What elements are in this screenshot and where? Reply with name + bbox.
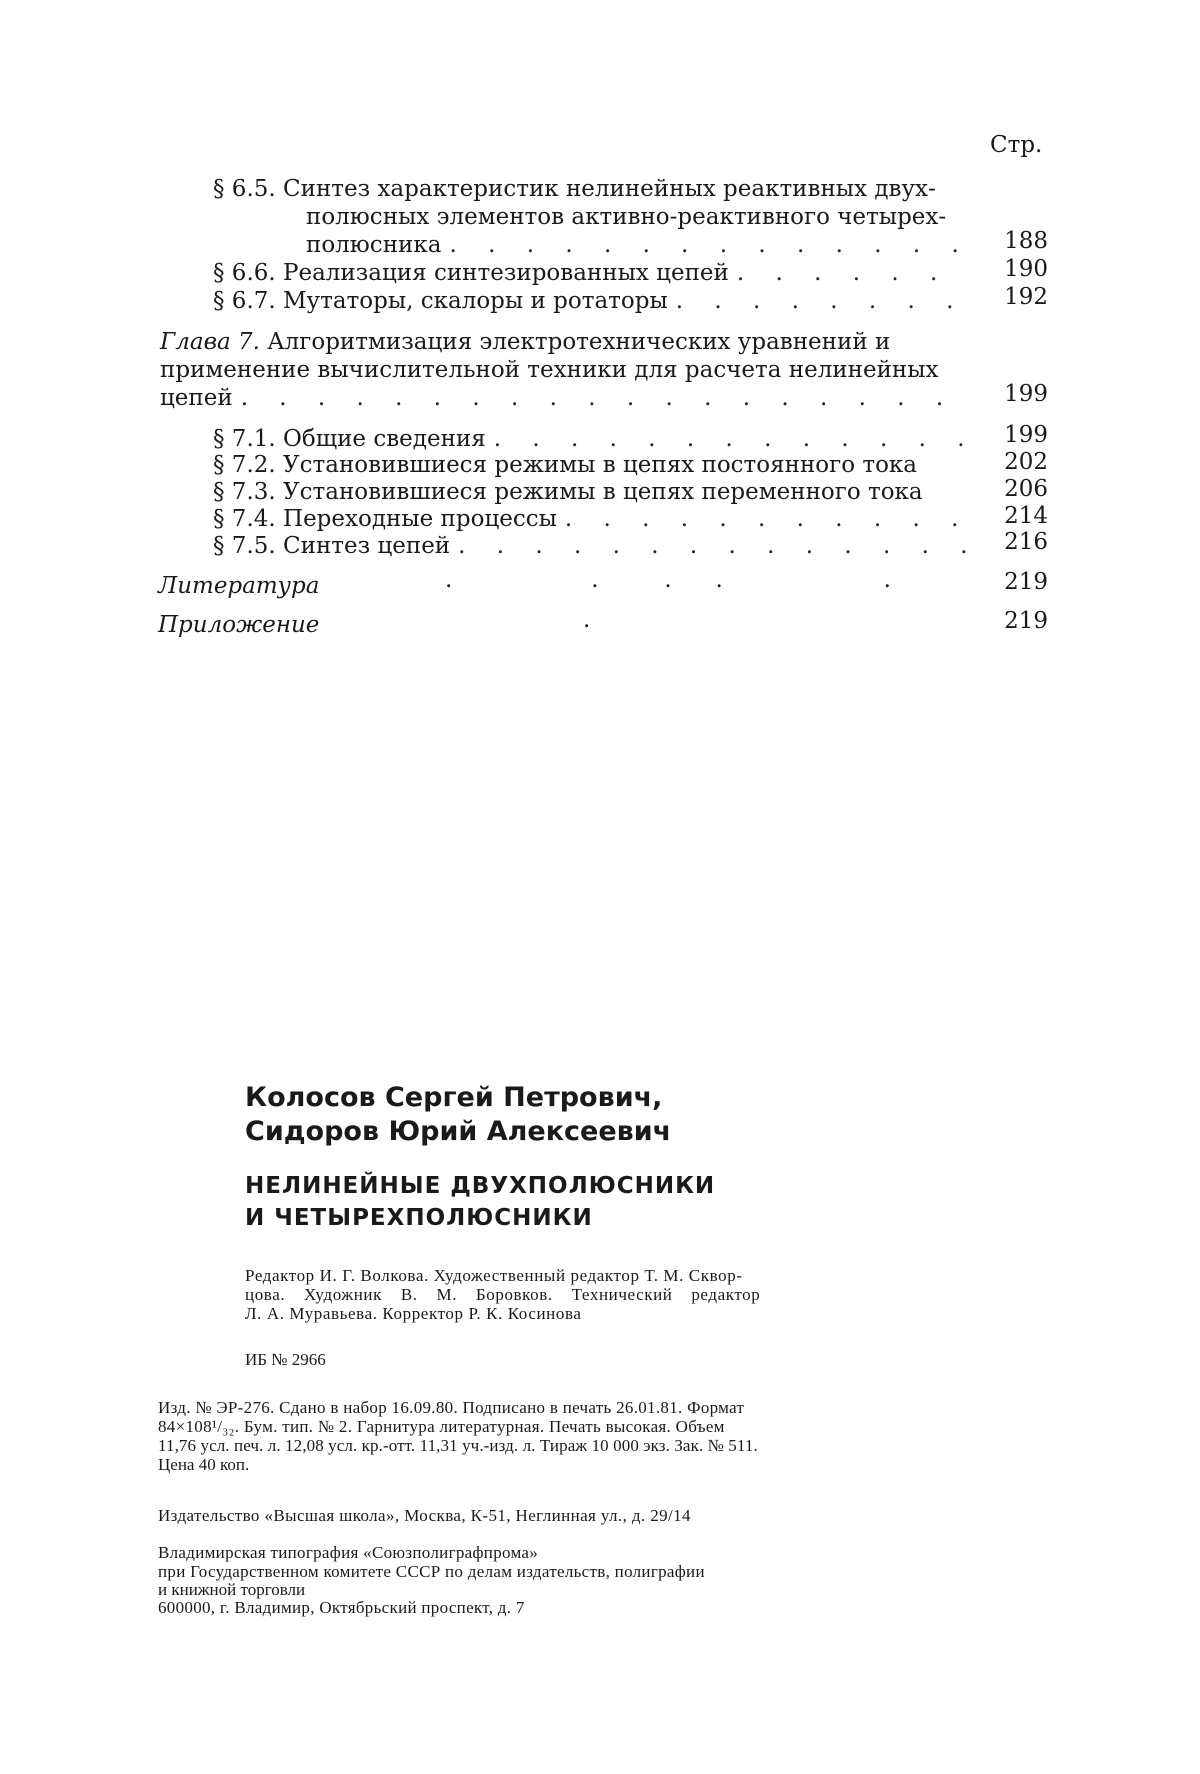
leader-dots (729, 259, 966, 287)
toc-6-7 (213, 287, 966, 315)
printer-line4: 600000, г. Владимир, Октябрьский проспект, д. 7 (158, 1598, 525, 1617)
toc-7-1-page: 199 (1004, 422, 1048, 448)
leader-dots (441, 231, 966, 259)
printer-line2: при Государственном комитете СССР по делам издательств, полиграфии (158, 1562, 705, 1581)
publication-line2: 84×108¹/₃₂. Бум. тип. № 2. Гарнитура литературная. Печать высокая. Объем (158, 1417, 725, 1436)
toc-7-5-page: 216 (1004, 529, 1048, 555)
toc-7-4 (213, 505, 966, 533)
leader-dots (450, 532, 966, 560)
leader-dots (557, 505, 966, 533)
leader-dots (486, 425, 966, 453)
toc-7-2-page: 202 (1004, 449, 1048, 475)
toc-appendix-title: Приложение (158, 612, 320, 638)
author-1: Колосов Сергей Петрович, (245, 1082, 663, 1113)
publisher: Издательство «Высшая школа», Москва, К-51, Неглинная ул., д. 29/14 (158, 1506, 691, 1525)
toc-7-3-title: § 7.3. Установившиеся режимы в цепях переменного тока (213, 479, 923, 505)
leader-dots (668, 287, 966, 315)
printer-line1: Владимирская типография «Союзполиграфпрома» (158, 1543, 539, 1562)
editors-line1: Редактор И. Г. Волкова. Художественный редактор Т. М. Сквор- (245, 1266, 743, 1285)
leader-dots: . (583, 607, 591, 633)
publication-line4: Цена 40 коп. (158, 1455, 250, 1474)
toc-6-5-page: 188 (1004, 228, 1048, 254)
author-2: Сидоров Юрий Алексеевич (245, 1116, 672, 1147)
toc-6-5-line2: полюсных элементов активно-реактивного четырех- (306, 204, 947, 230)
toc-6-5-title-end: полюсника (306, 232, 442, 258)
toc-chapter-7-line1 (160, 328, 890, 356)
publication-line1: Изд. № ЭР-276. Сдано в набор 16.09.80. Подписано в печать 26.01.81. Формат (158, 1398, 745, 1417)
toc-6-5-line3 (306, 231, 966, 259)
chapter-title-part1: Алгоритмизация электротехнических уравнений и (267, 329, 891, 355)
printer-line3: и книжной торговли (158, 1580, 306, 1599)
toc-6-6 (213, 259, 966, 287)
toc-literature-title: Литература (158, 573, 320, 599)
toc-appendix-page: 219 (1004, 608, 1048, 634)
ib-number: ИБ № 2966 (245, 1350, 326, 1369)
toc-7-5 (213, 532, 966, 560)
editors-line2: цова. Художник В. М. Боровков. Технический редактор (245, 1285, 761, 1304)
toc-7-4-page: 214 (1004, 503, 1048, 529)
toc-7-5-title: § 7.5. Синтез цепей (213, 533, 451, 559)
toc-6-7-title: § 6.7. Мутаторы, скалоры и ротаторы (213, 288, 668, 314)
toc-literature-page: 219 (1004, 569, 1048, 595)
leader-dots (233, 384, 966, 412)
book-title-line1: НЕЛИНЕЙНЫЕ ДВУХПОЛЮСНИКИ (245, 1173, 716, 1199)
toc-7-4-title: § 7.4. Переходные процессы (213, 506, 557, 532)
toc-6-7-page: 192 (1004, 284, 1048, 310)
toc-6-5-line1: § 6.5. Синтез характеристик нелинейных реактивных двух- (213, 176, 936, 202)
toc-7-2-title: § 7.2. Установившиеся режимы в цепях постоянного тока (213, 452, 918, 478)
toc-chapter-7-line3 (160, 384, 966, 412)
toc-6-6-page: 190 (1004, 256, 1048, 282)
toc-chapter-7-line2: применение вычислительной техники для расчета нелинейных (160, 357, 939, 383)
toc-7-1 (213, 425, 966, 453)
toc-chapter-7-page: 199 (1004, 381, 1048, 407)
page-column-label: Стр. (990, 132, 1043, 158)
toc-7-1-title: § 7.1. Общие сведения (213, 426, 486, 452)
chapter-title-end: цепей (160, 385, 233, 411)
toc-6-6-title: § 6.6. Реализация синтезированных цепей (213, 260, 729, 286)
book-title-line2: И ЧЕТЫРЕХПОЛЮСНИКИ (245, 1205, 593, 1231)
publication-line3: 11,76 усл. печ. л. 12,08 усл. кр.-отт. 11,31 уч.-изд. л. Тираж 10 000 экз. Зак. № 511. (158, 1436, 758, 1455)
toc-7-3-page: 206 (1004, 476, 1048, 502)
leader-dots: . . . . . (445, 567, 891, 593)
editors-line3: Л. А. Муравьева. Корректор Р. К. Косинова (245, 1304, 582, 1323)
chapter-label: Глава 7. (160, 329, 260, 355)
